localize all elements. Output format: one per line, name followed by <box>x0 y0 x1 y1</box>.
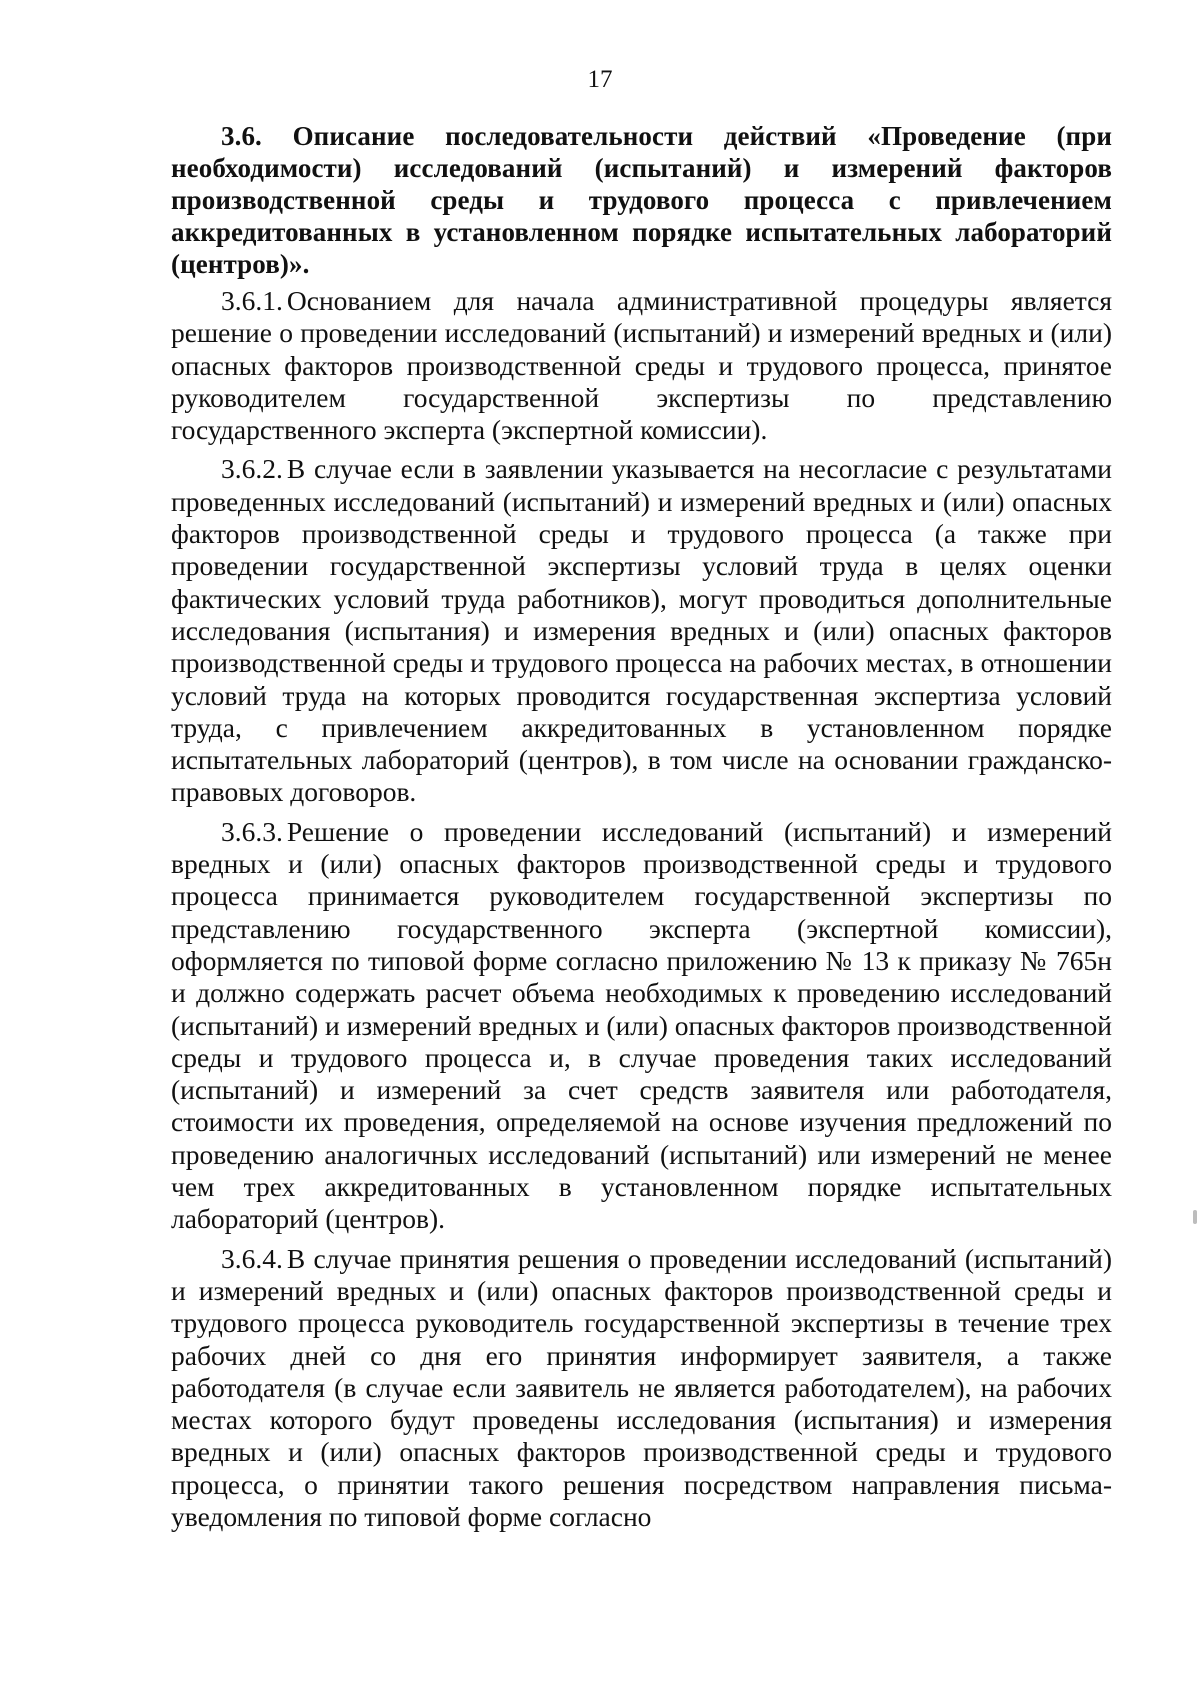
paragraph-number: 3.6.1. <box>221 285 283 316</box>
paragraph-text: Решение о проведении исследований (испытаний) и измерений вредных и (или) опасных факторов производственной среды и трудового процесса принимается руководителем государственной экспертизы по представлению государственного эксперта (экспертной комиссии), оформляется по типовой форме согласно приложению № 13 к приказу № 765н и должно содержать расчет объема необходимых к проведению исследований (испытаний) и измерений вредных и (или) опасных факторов производственной среды и трудового процесса и, в случае проведения таких исследований (испытаний) и измерений за счет средств заявителя или работодателя, стоимости их проведения, определяемой на основе изучения предложений по проведению аналогичных исследований (испытаний) или измерений не менее чем трех аккредитованных в установленном порядке испытательных лабораторий (центров). <box>171 815 1112 1235</box>
paragraph-3-6-3 <box>171 816 1112 1236</box>
page-number: 17 <box>587 66 613 93</box>
paragraph-3-6-1 <box>171 285 1112 446</box>
paragraph-text: В случае принятия решения о проведении исследований (испытаний) и измерений вредных и (или) опасных факторов производственной среды и трудового процесса руководитель государственной экспертизы в течение трех рабочих дней со дня его принятия информирует заявителя, а также работодателя (в случае если заявитель не является работодателем), на рабочих местах которого будут проведены исследования (испытания) и измерения вредных и (или) опасных факторов производственной среды и трудового процесса, о принятии такого решения посредством направления письма-уведомления по типовой форме согласно <box>171 1242 1112 1532</box>
paragraph-number: 3.6.3. <box>221 815 283 847</box>
paragraph-text: В случае если в заявлении указывается на несогласие с результатами проведенных исследований (испытаний) и измерений вредных и (или) опасных факторов производственной среды и трудового процесса (а также при проведении государственной экспертизы условий труда в целях оценки фактических условий труда работников), могут проводиться дополнительные исследования (испытания) и измерения вредных и (или) опасных факторов производственной среды и трудового процесса на рабочих местах, в отношении условий труда на которых проводится государственная экспертиза условий труда, с привлечением аккредитованных в установленном порядке испытательных лабораторий (центров), в том числе на основании гражданско-правовых договоров. <box>171 453 1112 808</box>
paragraph-3-6-2 <box>171 453 1112 808</box>
scan-artifact-mark <box>1193 1210 1197 1224</box>
paragraph-number: 3.6.4. <box>221 1242 283 1274</box>
section-body <box>171 120 1112 1540</box>
paragraph-number: 3.6.2. <box>221 453 283 485</box>
section-heading: 3.6. Описание последовательности действий «Проведение (при необходимости) исследований (испытаний) и измерений факторов производственной среды и трудового процесса с привлечением аккредитованных в установленном порядке испытательных лабораторий (центров)». <box>171 121 1112 279</box>
paragraph-3-6-4 <box>171 1243 1112 1534</box>
paragraph-text: Основанием для начала административной процедуры является решение о проведении исследований (испытаний) и измерений вредных и (или) опасных факторов производственной среды и трудового процесса, принятое руководителем государственной экспертизы по представлению государственного эксперта (экспертной комиссии). <box>171 285 1112 446</box>
